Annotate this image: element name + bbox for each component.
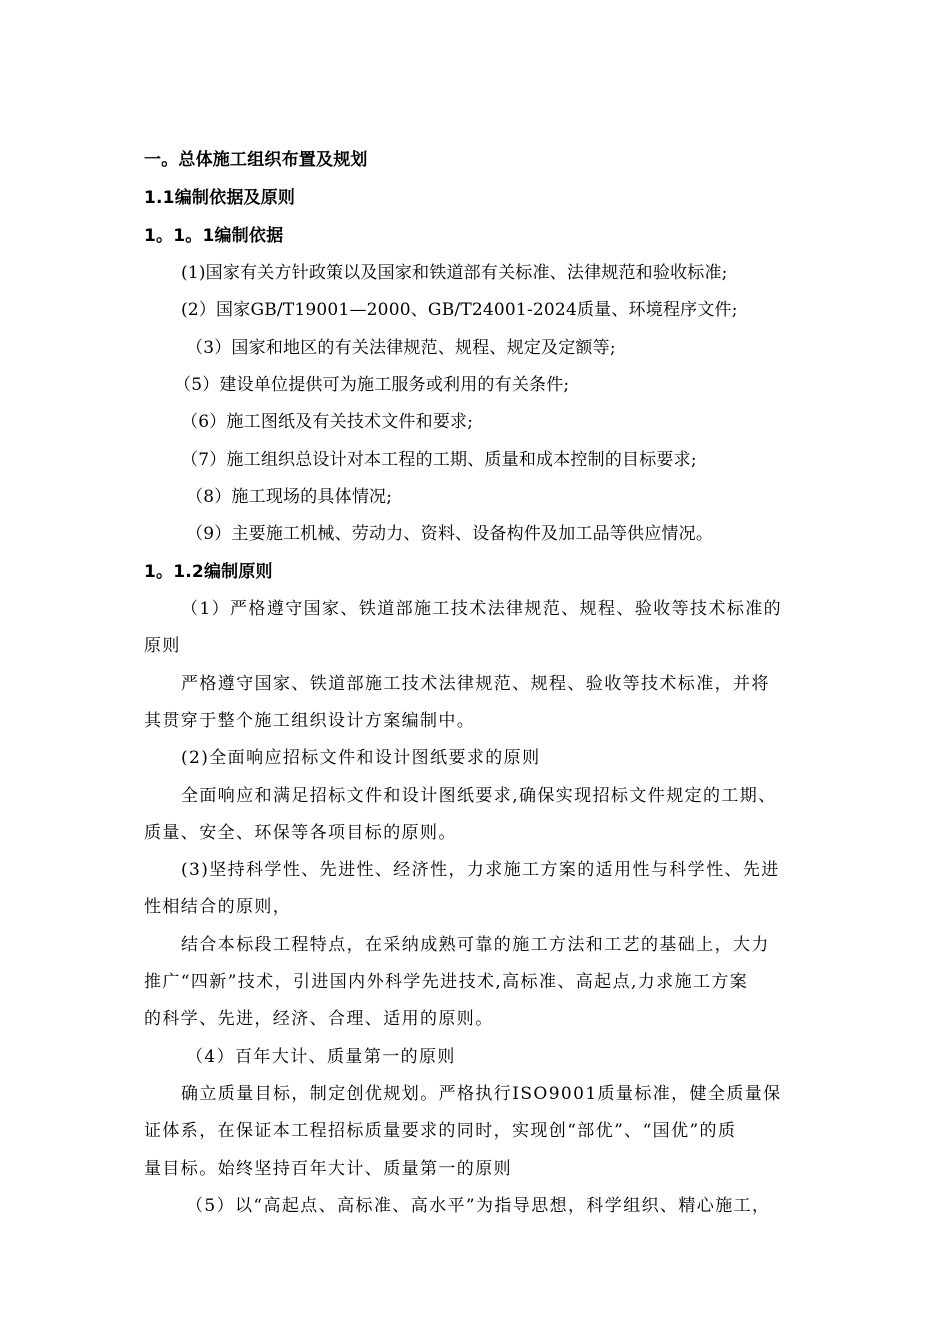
basis-item: (2）国家GB/T19001—2000、GB/T24001-2024质量、环境程序文件; <box>181 300 738 320</box>
principle-line: (3)坚持科学性、先进性、经济性，力求施工方案的适用性与科学性、先进 <box>181 860 780 880</box>
principle-line: 严格遵守国家、铁道部施工技术法律规范、规程、验收等技术标准，并将 <box>181 674 770 694</box>
basis-item: （7）施工组织总设计对本工程的工期、质量和成本控制的目标要求; <box>181 450 697 470</box>
principle-line: 质量、安全、环保等各项目标的原则。 <box>144 823 457 843</box>
heading-1-1-2: 1。1.2编制原则 <box>144 562 273 582</box>
principle-line: 结合本标段工程特点，在采纳成熟可靠的施工方法和工艺的基础上，大力 <box>181 935 770 955</box>
principle-line: （5）以“高起点、高标准、高水平”为指导思想，科学组织、精心施工， <box>186 1196 771 1216</box>
principle-line: (2)全面响应招标文件和设计图纸要求的原则 <box>181 748 541 768</box>
heading-1-1: 1.1编制依据及原则 <box>144 188 296 208</box>
principle-line: 全面响应和满足招标文件和设计图纸要求,确保实现招标文件规定的工期、 <box>181 786 777 806</box>
basis-item: （9）主要施工机械、劳动力、资料、设备构件及加工品等供应情况。 <box>186 524 714 544</box>
principle-line: 确立质量目标，制定创优规划。严格执行ISO9001质量标准，健全质量保 <box>181 1084 782 1104</box>
principle-line: 性相结合的原则， <box>144 897 292 917</box>
principle-line: 证体系，在保证本工程招标质量要求的同时，实现创“部优”、“国优”的质 <box>144 1121 737 1141</box>
principle-line: 推广“四新”技术，引进国内外科学先进技术,高标准、高起点,力求施工方案 <box>144 972 749 992</box>
principle-line: 量目标。始终坚持百年大计、质量第一的原则 <box>144 1159 512 1179</box>
principle-line: （1）严格遵守国家、铁道部施工技术法律规范、规程、验收等技术标准的 <box>181 599 783 619</box>
basis-item: （8）施工现场的具体情况; <box>186 487 393 507</box>
basis-item: （5）建设单位提供可为施工服务或利用的有关条件; <box>174 375 570 395</box>
principle-line: 的科学、先进，经济、合理、适用的原则。 <box>144 1009 494 1029</box>
principle-line: （4）百年大计、质量第一的原则 <box>186 1047 456 1067</box>
basis-item: （3）国家和地区的有关法律规范、规程、规定及定额等; <box>186 338 616 358</box>
principle-line: 其贯穿于整个施工组织设计方案编制中。 <box>144 711 476 731</box>
section-title: 一。总体施工组织布置及规划 <box>144 150 368 170</box>
basis-item: (1)国家有关方针政策以及国家和铁道部有关标准、法律规范和验收标准; <box>181 263 728 283</box>
principle-line: 原则 <box>144 636 181 656</box>
heading-1-1-1: 1。1。1编制依据 <box>144 226 284 246</box>
basis-item: （6）施工图纸及有关技术文件和要求; <box>181 412 474 432</box>
